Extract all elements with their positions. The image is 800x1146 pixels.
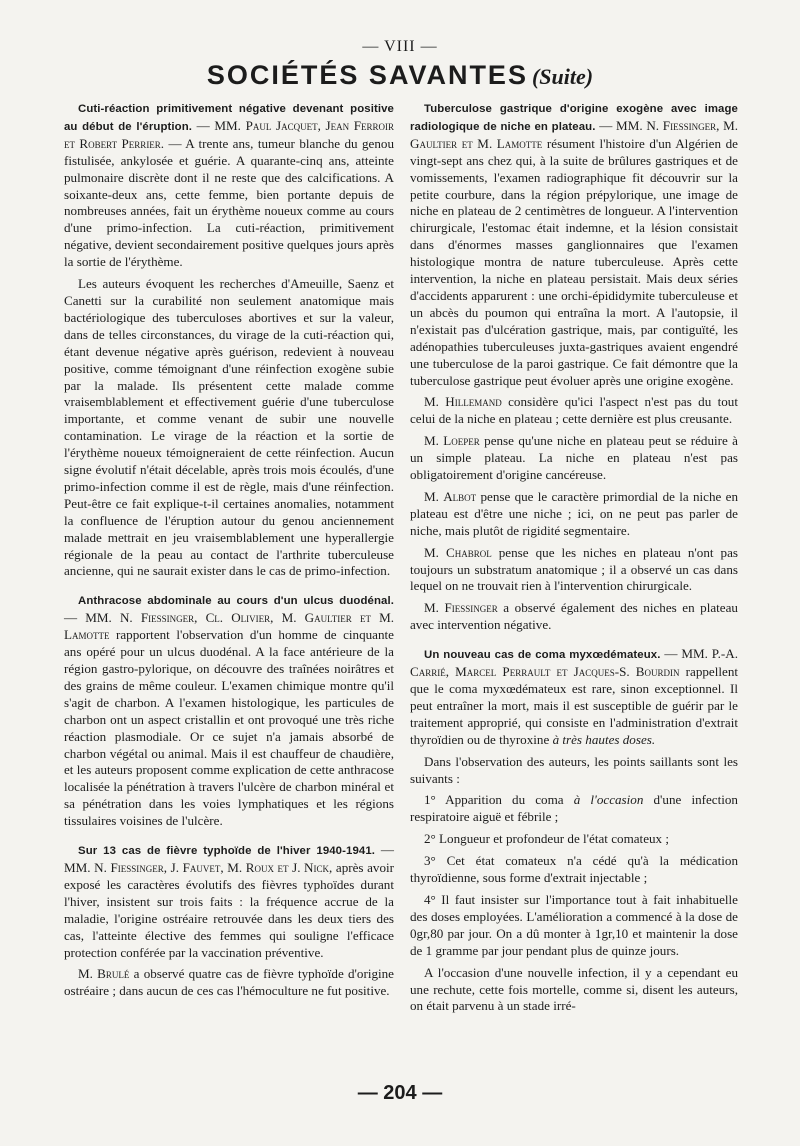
paragraph: A l'occasion d'une nouvelle infection, il y a cependant eu une rechute, cette fois mortelle, comme si, disent les auteurs, on était parvenu à un stade irré- [410, 964, 738, 1014]
abstract-title: Sur 13 cas de fièvre typhoïde de l'hiver 1940-1941. [78, 845, 376, 858]
authors-prefix: — MM. [64, 610, 120, 626]
comment-paragraph [410, 394, 738, 428]
comment-paragraph [64, 966, 394, 1000]
list-item: 3° Cet état comateux n'a cédé qu'à la médication thyroïdienne, sous forme d'extrait injectable ; [410, 853, 738, 886]
comment-author: Loeper [443, 433, 480, 449]
list-item-text: 1° Apparition du coma [424, 792, 574, 808]
list-item [410, 792, 738, 826]
page-header [0, 60, 800, 91]
page-number-roman: — VIII — [362, 38, 438, 55]
comment-text: pense que les niches en plateau n'ont pas toujours un substratum anatomique ; il a observé un cas dans lequel on ne trouvait rien à l'intervention chirurgicale. [410, 544, 738, 594]
paragraph: Dans l'observation des auteurs, les points saillants sont les suivants : [410, 753, 738, 786]
comment-text: considère qu'ici l'aspect n'est pas du tout celui de la niche en plateau ; cette dernière est plus creusante. [410, 394, 738, 427]
abstract-authors: P.-A. Carrié, Marcel Perrault et Jacques-S. Bourdin [410, 646, 738, 680]
page-number: — 204 — [357, 1082, 443, 1104]
comment-prefix: M. [424, 600, 445, 616]
right-column [410, 100, 738, 1015]
abstract-coma-myxoedemateux [410, 646, 738, 748]
comment-text: a observé également des niches en plateau avec intervention négative. [410, 600, 738, 633]
abstract-title: Un nouveau cas de coma myxœdémateux. [424, 649, 661, 662]
abstract-authors: N. Fiessinger, M. Gaultier et M. Lamotte [410, 117, 738, 151]
section-title-suite: (Suite) [531, 64, 594, 89]
abstract-authors: N. Fiessinger, Cl. Olivier, M. Gaultier et M. Lamotte [64, 610, 395, 643]
abstract-text-italic: à très hautes doses. [552, 731, 656, 747]
abstract-authors: N. Fiessinger, J. Fauvet, M. Roux et J. Nick, [94, 859, 333, 875]
comment-author: Hillemand [445, 394, 502, 410]
comment-prefix: M. [78, 966, 98, 982]
abstract-fievre-typhoide [64, 842, 394, 961]
paragraph: Les auteurs évoquent les recherches d'Ameuille, Saenz et Canetti sur la curabilité non seulement anatomique mais bactériologique des tuberculoses abortives et sur la valeur, dans de telles circonstances, du virage de la cuti-réaction qui, étant devenue négative après guérison, redevient à nouveau positive, comme témoignant d'une réinfection exogène subie par la malade. Ils présentent cette malade comme vraisemblablement et effectivement guérie d'une tuberculose importante, et comme venant de subir une nouvelle contamination. Le virage de la réaction et la sortie de l'érythème noueux témoigneraient de cette réinfection. Aucun signe évolutif n'était décelable, après trois mois écoulés, d'une primo-infection comme il est de règle, mais d'une réinfection. Peut-être ce fait explique-t-il certaines anomalies, notamment la confluence de l'éruption autour du genou anciennement malade mettrait en jeu vraisemblablement une hyperallergie régionale de la peau au contact de l'arthrite tuberculeuse ancienne, qui ne saurait exister dans le cas de primo-infection. [64, 276, 394, 579]
list-item-text: d'une infection respiratoire aiguë et fébrile ; [410, 792, 738, 825]
list-item-italic: à l'occasion [573, 792, 644, 808]
comment-author: Fiessinger [444, 600, 498, 616]
abstract-anthracose [64, 592, 394, 830]
comment-text: pense que le caractère primordial de la niche en plateau est d'être une niche ; ici, on ne peut pas parler de niche, mais plutôt de rigidité segmentaire. [410, 488, 738, 538]
abstract-text: après avoir exposé les caractères évolutifs des fièvres typhoïdes durant l'hiver, insistent sur trois faits : la fréquence accrue de la maladie, l'origine ostréaire retrouvée dans les deux tiers des cas, l'atteinte élective des femmes qui souligne l'efficace protection conférée par la vaccination préventive. [64, 859, 394, 960]
abstract-cuti-reaction [64, 100, 394, 271]
abstract-text: rappellent que le coma myxœdémateux est rare, sinon exceptionnel. Il peut entraîner la mort, mais il est susceptible de guérir par le traitement approprié, qui consiste en l'administration d'extrait thyroïdien ou de thyroxine [410, 664, 738, 747]
authors-prefix: — MM. [595, 117, 647, 133]
abstract-tuberculose-gastrique [410, 100, 738, 389]
comment-prefix: M. [424, 433, 444, 449]
authors-prefix: — MM. [660, 646, 712, 662]
authors-prefix: — MM. [192, 117, 246, 133]
comment-prefix: M. [424, 488, 444, 504]
comment-author: Brulé [97, 966, 130, 982]
comment-prefix: M. [424, 394, 446, 410]
comment-text: a observé quatre cas de fièvre typhoïde d'origine ostréaire ; dans aucun de ces cas l'hémoculture ne fut positive. [64, 966, 394, 999]
comment-paragraph [410, 433, 738, 484]
abstract-title: Anthracose abdominale au cours d'un ulcus duodénal. [78, 595, 394, 608]
abstract-text: résument l'histoire d'un Algérien de vingt-sept ans chez qui, à la suite de brûlures gastriques et de vomissements, l'examen radiographique fit découvrir sur la petite courbure, dans la région prépylorique, une image de niche en plateau de 2 centimètres de longueur. A l'intervention chirurgicale, l'estomac était indemne, et la lésion consistait dans d'énormes masses ganglionnaires que l'examen histologique montra de nature tuberculeuse. Après cette intervention, la niche en plateau persistait. Mais deux séries d'accidents apparurent : une orchi-épididymite tuberculeuse et un abcès du poumon qui entraîna la mort. A l'autopsie, il n'existait pas d'ulcération gastrique, mais, par contiguïté, les adénopathies tuberculeuses juxta-gastriques avaient engendré une tuberculose de la paroi gastrique. Ce fait démontre que la tuberculose gastrique peut évoluer après une origine exogène. [410, 135, 738, 388]
abstract-title: Cuti-réaction primitivement négative devenant positive au début de l'éruption. [64, 103, 394, 133]
list-item: 2° Longueur et profondeur de l'état comateux ; [424, 831, 670, 847]
comment-paragraph [410, 600, 738, 634]
abstract-text: — A trente ans, tumeur blanche du genou fistulisée, ankylosée et guérie. A quarante-cinq ans, atteinte pulmonaire discrète dont il ne reste que des calcifications. A soixante-deux ans, cette femme, bien portante depuis de nombreuses années, fait un érythème noueux comme au cours d'une primo-infection. La cuti-réaction, primitivement négative, devient secondairement positive quelques jours après la sortie de l'érythème. [64, 135, 394, 270]
comment-author: Albot [443, 488, 477, 504]
abstract-text: rapportent l'observation d'un homme de cinquante ans opéré pour un ulcus duodénal. A la face antérieure de la région gastro-pylorique, on découvre des traînées noirâtres et des grains de même couleur. L'examen chimique montre qu'il s'agit de charbon. A l'examen histologique, les particules de charbon ont un aspect cristallin et ont provoqué une très riche réaction plasmodiale. Or ce sujet n'a jamais absorbé de charbon végétal ou animal. Mais il est chauffeur de chaudière, et les auteurs proposent comme explication de cette anthracose localisée la pénétration à travers l'ulcère de charbon minéral et sa pénétration dans les voies lymphatiques et les régions tissulaires voisines de l'ulcère. [64, 627, 394, 829]
authors-prefix: — MM. [64, 842, 394, 875]
section-title: SOCIÉTÉS SAVANTES [206, 60, 528, 90]
comment-paragraph [410, 545, 738, 596]
left-column [64, 100, 394, 1000]
list-item: 4° Il faut insister sur l'importance tout à fait inhabituelle des doses employées. L'amélioration a commencé à la dose de 0gr,80 par jour. On a dû monter à 1gr,10 et maintenir la dose de 1 gramme par jour pendant plus de quinze jours. [410, 891, 738, 958]
abstract-title: Tuberculose gastrique d'origine exogène avec image radiologique de niche en plateau. [410, 103, 738, 133]
comment-paragraph [410, 489, 738, 540]
comment-author: Chabrol [445, 544, 492, 560]
comment-text: pense qu'une niche en plateau peut se réduire à un simple plateau. La niche en plateau n'est pas obligatoirement d'origine cancéreuse. [410, 433, 738, 483]
comment-prefix: M. [424, 544, 446, 560]
abstract-authors: Paul Jacquet, Jean Ferroir et Robert Perrier. [64, 117, 394, 151]
